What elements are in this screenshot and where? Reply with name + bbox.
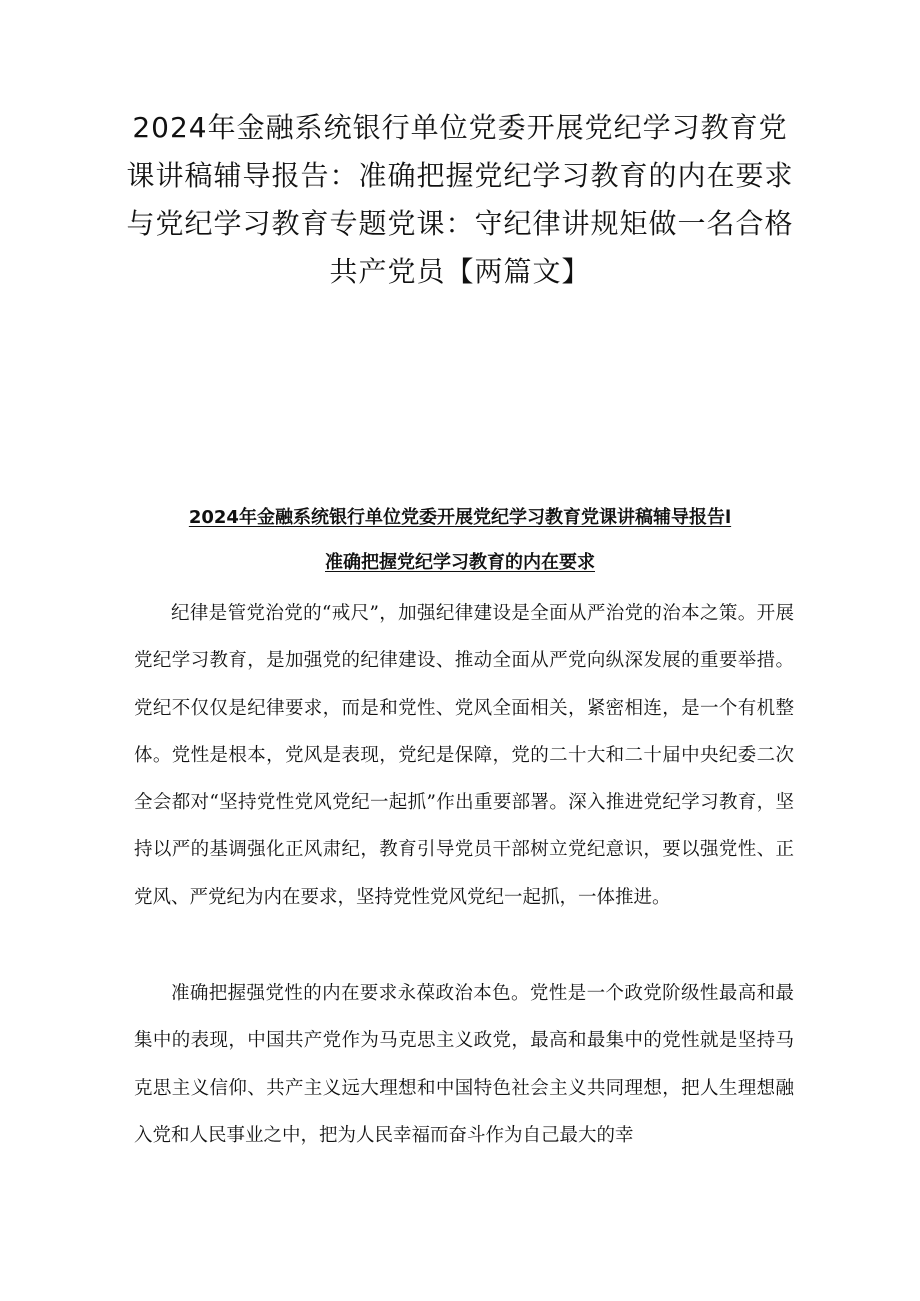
section-subtitle: 准确把握党纪学习教育的内在要求 (325, 552, 595, 573)
section-title: 2024年金融系统银行单位党委开展党纪学习教育党课讲稿辅导报告l (188, 507, 732, 528)
body-paragraph: 纪律是管党治党的“戒尺”，加强纪律建设是全面从严治党的治本之策。开展党纪学习教育，是加强党的纪律建设、推动全面从严党向纵深发展的重要举措。党纪不仅仅是纪律要求，而是和党性、党风全面相关，紧密相连，是一个有机整体。党性是根本，党风是表现，党纪是保障，党的二十大和二十届中央纪委二次全会都对“坚持党性党风党纪一起抓”作出重要部署。深入推进党纪学习教育，坚持以严的基调强化正风肃纪，教育引导党员干部树立党纪意识，要以强党性、正党风、严党纪为内在要求，坚持党性党风党纪一起抓，一体推进。 (134, 603, 794, 908)
document-title: 2024年金融系统银行单位党委开展党纪学习教育党课讲稿辅导报告：准确把握党纪学习教育的内在要求与党纪学习教育专题党课：守纪律讲规矩做一名合格共产党员【两篇文】 (126, 111, 794, 288)
body-paragraph: 准确把握强党性的内在要求永葆政治本色。党性是一个政党阶级性最高和最集中的表现，中国共产党作为马克思主义政党，最高和最集中的党性就是坚持马克思主义信仰、共产主义远大理想和中国特色社会主义共同理想，把人生理想融入党和人民事业之中，把为人民幸福而奋斗作为自己最大的幸 (134, 983, 794, 1146)
